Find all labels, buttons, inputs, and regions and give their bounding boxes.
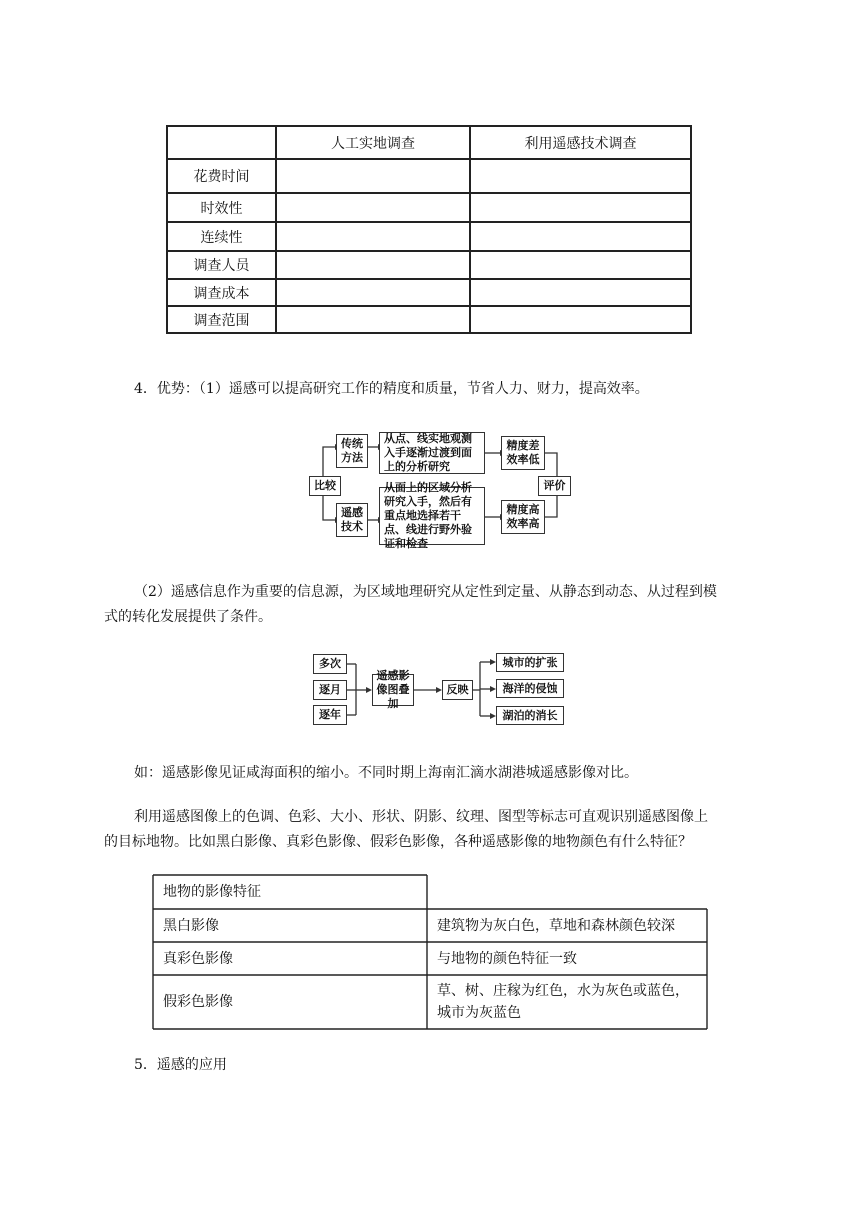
table2-type-true: 真彩色影像 bbox=[163, 950, 233, 967]
overlay-box: 遥感影像图叠加 bbox=[372, 674, 414, 706]
traditional-description-box: 从点、线实地观测入手逐渐过渡到面上的分析研究 bbox=[379, 432, 485, 474]
table-row-label: 花费时间 bbox=[167, 159, 276, 193]
table-header-remote: 利用遥感技术调查 bbox=[470, 126, 691, 159]
table2-type-false: 假彩色影像 bbox=[163, 994, 233, 1010]
para2-line2: 式的转化发展提供了条件。 bbox=[104, 609, 272, 625]
para3-line1: 利用遥感图像上的色调、色彩、大小、形状、阴影、纹理、图型等标志可直观识别遥感图像上 bbox=[134, 809, 708, 825]
table-row-label: 连续性 bbox=[167, 222, 276, 251]
output-city-box: 城市的扩张 bbox=[496, 653, 564, 672]
table2-desc-bw: 建筑物为灰白色，草地和森林颜色较深 bbox=[437, 917, 675, 934]
section5-text: 5．遥感的应用 bbox=[134, 1057, 227, 1073]
remote-description-box: 从面上的区域分析研究入手，然后有重点地选择若干点、线进行野外验证和检查 bbox=[379, 487, 485, 545]
table-row-label: 调查人员 bbox=[167, 251, 276, 279]
table2-desc-false bbox=[427, 978, 707, 1026]
table2-desc-false-line1: 草、树、庄稼为红色，水为灰色或蓝色， bbox=[437, 983, 689, 999]
input-multiple-box: 多次 bbox=[313, 654, 347, 674]
section4-text: 4．优势：（1）遥感可以提高研究工作的精度和质量，节省人力、财力，提高效率。 bbox=[134, 381, 649, 397]
traditional-result-box: 精度差效率低 bbox=[501, 436, 545, 470]
remote-sensing-box: 遥感技术 bbox=[336, 503, 368, 537]
reflect-box: 反映 bbox=[442, 680, 473, 700]
output-ocean-box: 海洋的侵蚀 bbox=[496, 679, 564, 698]
remote-result-box: 精度高效率高 bbox=[501, 500, 545, 534]
para3-line2: 的目标地物。比如黑白影像、真彩色影像、假彩色影像，各种遥感影像的地物颜色有什么特征？ bbox=[104, 834, 692, 850]
table2-desc-true: 与地物的颜色特征一致 bbox=[437, 950, 577, 967]
traditional-method-box: 传统方法 bbox=[336, 434, 368, 468]
evaluate-box: 评价 bbox=[538, 476, 571, 496]
table-row-label: 时效性 bbox=[167, 193, 276, 222]
table2-header: 地物的影像特征 bbox=[163, 884, 261, 900]
input-yearly-box: 逐年 bbox=[313, 705, 347, 725]
table-row-label: 调查成本 bbox=[167, 279, 276, 306]
table-row-label: 调查范围 bbox=[167, 306, 276, 333]
table2-desc-false-line2: 城市为灰蓝色 bbox=[437, 1005, 521, 1021]
output-lake-box: 湖泊的消长 bbox=[496, 706, 564, 725]
example-text: 如：遥感影像见证咸海面积的缩小。不同时期上海南汇滴水湖港城遥感影像对比。 bbox=[134, 765, 638, 781]
para2-line1: （2）遥感信息作为重要的信息源，为区域地理研究从定性到定量、从静态到动态、从过程到模 bbox=[134, 584, 717, 600]
table-header-manual: 人工实地调查 bbox=[276, 126, 470, 159]
table2-type-bw: 黑白影像 bbox=[163, 917, 219, 934]
input-monthly-box: 逐月 bbox=[313, 680, 347, 700]
compare-box: 比较 bbox=[309, 476, 341, 496]
